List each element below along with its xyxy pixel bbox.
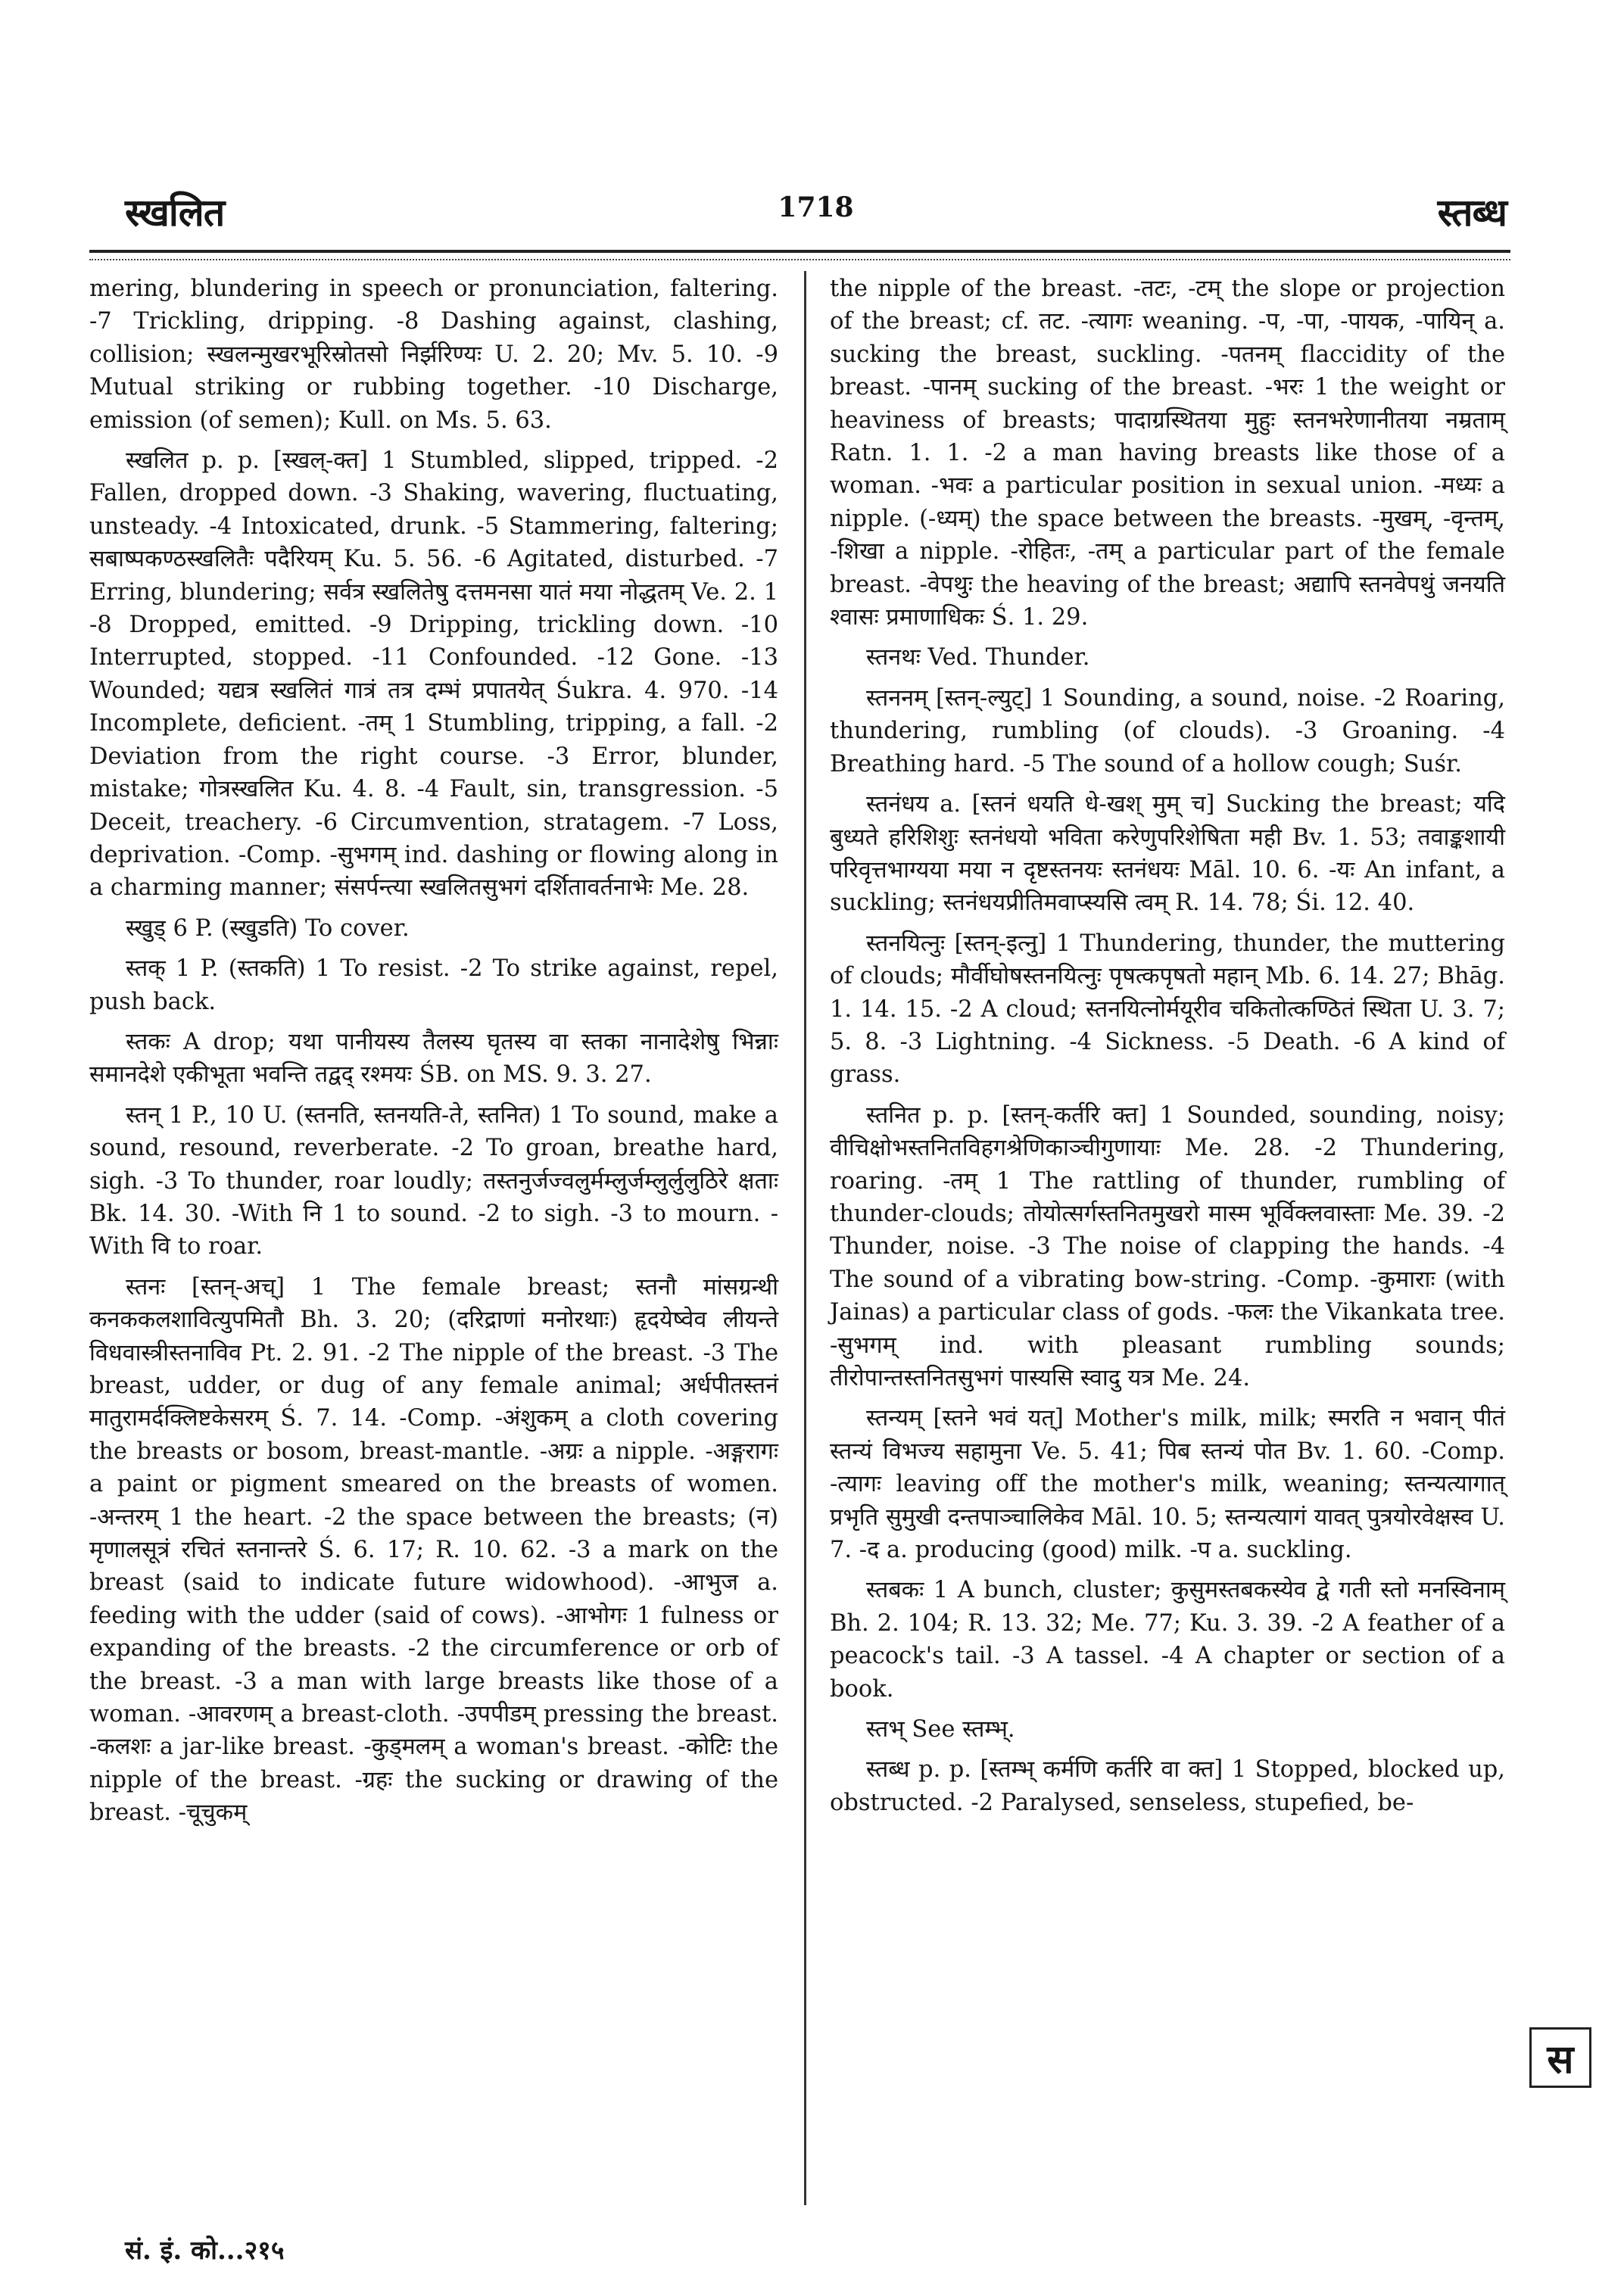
page-number: 1718 [778,192,854,223]
dictionary-entry: स्तकः A drop; यथा पानीयस्य तैलस्य घृतस्य वा स्तका नानादेशेषु भिन्नाः समानदेशे एकीभूता भवन्ति तद्वद् रश्मयः ŚB. on MS. 9. 3. 27. [89,1028,778,1089]
left-guide-word: स्खलित [125,190,225,235]
left-column [89,273,778,1837]
dictionary-entry: स्तन् 1 P., 10 U. (स्तनति, स्तनयति-ते, स्तनित) 1 To sound, make a sound, resound, reverberate. -2 To groan, breathe hard, sigh. -3 To thunder, roar loudly; तस्तनुर्जज्वलुर्मम्लुर्जम्लुर्लुलुठिरे क्षताः Bk. 14. 30. -With नि 1 to sound. -2 to sigh. -3 to mourn. -With वि to roar. [89,1101,778,1260]
header-rule [89,250,1510,253]
dictionary-entry: स्तनंधय a. [स्तनं धयति धे-खश् मुम् च] Sucking the breast; यदि बुध्यते हरिशिशुः स्तनंधयो भविता करेणुपरिशेषिता मही Bv. 1. 53; तवाङ्कशायी परिवृत्तभाग्यया मया न दृष्टस्तनयः स्तनंधयः Māl. 10. 6. -यः An infant, a suckling; स्तनंधयप्रीतिमवाप्स्यसि त्वम् R. 14. 78; Śi. 12. 40. [830,791,1505,917]
dictionary-entry: स्तभ् See स्तम्भ्. [866,1716,1015,1743]
dictionary-entry: स्खलित p. p. [स्खल्-क्त] 1 Stumbled, slipped, tripped. -2 Fallen, dropped down. -3 Shaking, wavering, fluctuating, unsteady. -4 Intoxicated, drunk. -5 Stammering, faltering; सबाष्पकण्ठस्खलितैः पदैरियम् Ku. 5. 56. -6 Agitated, disturbed. -7 Erring, blundering; सर्वत्र स्खलितेषु दत्तमनसा यातं मया नोद्धतम् Ve. 2. 1 -8 Dropped, emitted. -9 Dripping, trickling down. -10 Interrupted, stopped. -11 Confounded. -12 Gone. -13 Wounded; यद्यत्र स्खलितं गात्रं तत्र दम्भं प्रपातयेत् Śukra. 4. 970. -14 Incomplete, deficient. -तम् 1 Stumbling, tripping, a fall. -2 Deviation from the right course. -3 Error, blunder, mistake; गोत्रस्खलित Ku. 4. 8. -4 Fault, sin, transgression. -5 Deceit, treachery. -6 Circumvention, stratagem. -7 Loss, deprivation. -Comp. -सुभगम् ind. dashing or flowing along in a charming manner; संसर्पन्त्या स्खलितसुभगं दर्शितावर्तनाभेः Me. 28. [89,447,778,902]
signature-mark: सं. इं. को...२१५ [125,2235,285,2266]
column-divider [804,271,806,2205]
dictionary-entry: स्तनथः Ved. Thunder. [866,644,1090,671]
dictionary-entry: the nipple of the breast. -तटः, -टम् the slope or projection of the breast; cf. तट. -त्यागः weaning. -प, -पा, -पायक, -पायिन् a. sucking the breast, suckling. -पतनम् flaccidity of the breast. -पानम् sucking of the breast. -भरः 1 the weight or heaviness of breasts; पादाग्रस्थितया मुहुः स्तनभरेणानीतया नम्रताम् Ratn. 1. 1. -2 a man having breasts like those of a woman. -भवः a particular position in sexual union. -मध्यः a nipple. (-ध्यम्) the space between the breasts. -मुखम्, -वृन्तम्, -शिखा a nipple. -रोहितः, -तम् a particular part of the female breast. -वेपथुः the heaving of the breast; अद्यापि स्तनवेपथुं जनयति श्वासः प्रमाणाधिकः Ś. 1. 29. [830,276,1505,631]
dictionary-entry: स्तन्यम् [स्तने भवं यत्] Mother's milk, milk; स्मरति न भवान् पीतं स्तन्यं विभज्य सहामुना Ve. 5. 41; पिब स्तन्यं पोत Bv. 1. 60. -Comp. -त्यागः leaving off the mother's milk, weaning; स्तन्यत्यागात् प्रभृति सुमुखी दन्तपाञ्चालिकेव Māl. 10. 5; स्तन्यत्यागं यावत् पुत्रयोरवेक्षस्व U. 7. -द a. producing (good) milk. -प a. suckling. [830,1405,1505,1564]
dictionary-entry: स्तनित p. p. [स्तन्-कर्तरि क्त] 1 Sounded, sounding, noisy; वीचिक्षोभस्तनितविहगश्रेणिकाञ्चीगुणायाः Me. 28. -2 Thundering, roaring. -तम् 1 The rattling of thunder, rumbling of thunder-clouds; तोयोत्सर्गस्तनितमुखरो मास्म भूर्विक्लवास्ताः Me. 39. -2 Thunder, noise. -3 The noise of clapping the hands. -4 The sound of a vibrating bow-string. -Comp. -कुमाराः (with Jainas) a particular class of gods. -फलः the Vikankata tree. -सुभगम् ind. with pleasant rumbling sounds; तीरोपान्तस्तनितसुभगं पास्यसि स्वादु यत्र Me. 24. [830,1101,1505,1391]
header-dotted-rule [89,259,1510,260]
dictionary-entry: स्तनः [स्तन्-अच्] 1 The female breast; स्तनौ मांसग्रन्थी कनककलशावित्युपमितौ Bh. 3. 20; (दरिद्राणां मनोरथाः) हृदयेष्वेव लीयन्ते विधवास्त्रीस्तनाविव Pt. 2. 91. -2 The nipple of the breast. -3 The breast, udder, or dug of any female animal; अर्धपीतस्तनं मातुरामर्दक्लिष्टकेसरम् Ś. 7. 14. -Comp. -अंशुकम् a cloth covering the breasts or bosom, breast-mantle. -अग्रः a nipple. -अङ्गरागः a paint or pigment smeared on the breasts of women. -अन्तरम् 1 the heart. -2 the space between the breasts; (न) मृणालसूत्रं रचितं स्तनान्तरे Ś. 6. 17; R. 10. 62. -3 a mark on the breast (said to indicate future widowhood). -आभुज a. feeding with the udder (said of cows). -आभोगः 1 fulness or expanding of the breasts. -2 the circumference or orb of the breast. -3 a man with large breasts like those of a woman. -आवरणम् a breast-cloth. -उपपीडम् pressing the breast. -कलशः a jar-like breast. -कुड्मलम् a woman's breast. -कोटिः the nipple of the breast. -ग्रहः the sucking or drawing of the breast. -चूचुकम् [89,1273,778,1827]
dictionary-entry: स्तननम् [स्तन्-ल्युट्] 1 Sounding, a sound, noise. -2 Roaring, thundering, rumbling (of clouds). -3 Groaning. -4 Breathing hard. -5 The sound of a hollow cough; Suśr. [830,684,1505,777]
right-column [830,273,1505,1827]
dictionary-entry: स्खुड् 6 P. (स्खुडति) To cover. [126,914,410,942]
dictionary-entry: स्तक् 1 P. (स्तकति) 1 To resist. -2 To strike against, repel, push back. [89,955,778,1015]
dictionary-entry: स्तबकः 1 A bunch, cluster; कुसुमस्तबकस्येव द्वे गती स्तो मनस्विनाम् Bh. 2. 104; R. 13. 32; Me. 77; Ku. 3. 39. -2 A feather of a peacock's tail. -3 A tassel. -4 A chapter or section of a book. [830,1577,1505,1703]
right-guide-word: स्तब्ध [1437,190,1507,235]
dictionary-entry: mering, blundering in speech or pronunciation, faltering. -7 Trickling, dripping. -8 Dashing against, clashing, collision; स्खलन्मुखरभूरिस्रोतसो निर्झरिण्यः U. 2. 20; Mv. 5. 10. -9 Mutual striking or rubbing together. -10 Discharge, emission (of semen); Kull. on Ms. 5. 63. [89,276,778,434]
section-thumb-index: स [1529,2027,1591,2088]
dictionary-entry: स्तनयित्नुः [स्तन्-इत्नु] 1 Thundering, thunder, the muttering of clouds; मौर्वीघोषस्तनयित्नुः पृषत्कपृषतो महान् Mb. 6. 14. 27; Bhāg. 1. 14. 15. -2 A cloud; स्तनयित्नोर्मयूरीव चकितोत्कण्ठितं स्थिता U. 3. 7; 5. 8. -3 Lightning. -4 Sickness. -5 Death. -6 A kind of grass. [830,930,1505,1089]
dictionary-entry: स्तब्ध p. p. [स्तम्भ् कर्मणि कर्तरि वा क्त] 1 Stopped, blocked up, obstructed. -2 Paralysed, senseless, stupefied, be- [830,1756,1505,1816]
page-header [125,185,1507,246]
